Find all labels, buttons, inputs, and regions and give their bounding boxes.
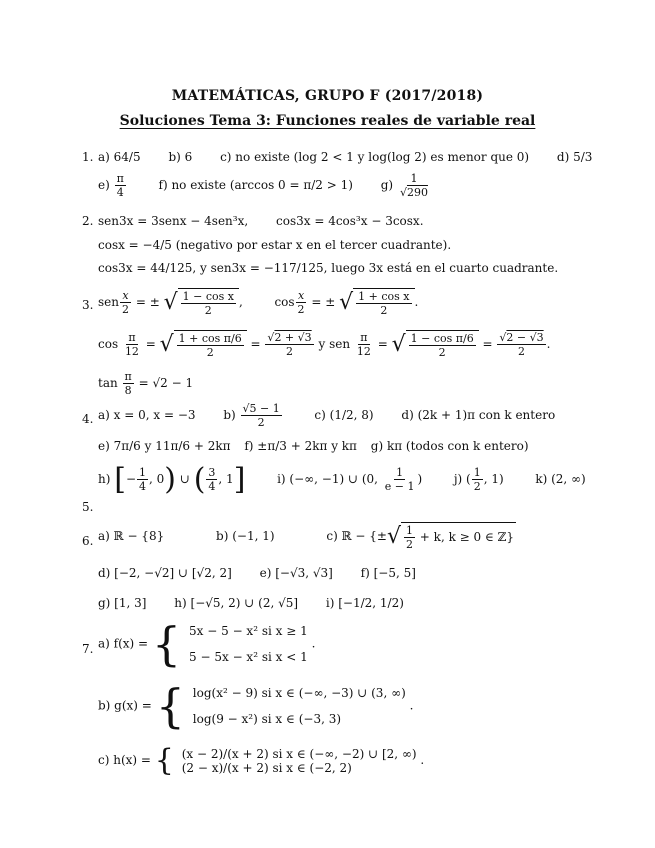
q2-line-3: cos3x = 44/125, y sen3x = −117/125, luego 3x está en el cuarto cuadrante. (98, 261, 559, 275)
q1-line-1: a) 64/5 b) 6 c) no existe (log 2 < 1 y log(log 2) es menor que 0) d) 5/3 (98, 150, 593, 164)
page-title: MATEMÁTICAS, GRUPO F (2017/2018) (171, 88, 484, 104)
q2-line-2: cosx = −4/5 (negativo por estar x en el tercer cuadrante). (98, 238, 452, 252)
item-number-5: 5. (82, 500, 94, 514)
square-root: √ $\frac{\text{1 − cos x}}{2}$ (164, 288, 239, 317)
q7-c: c) h(x) = { (x − 2)/(x + 2) si x ∈ (−∞, −2) ∪ [2, ∞) (2 − x)/(x + 2) si x ∈ (−2, 2) . (98, 743, 425, 778)
item-number-7: 7. (82, 642, 94, 656)
q6-line-1: a) ℝ − {8} b) (−1, 1) c) ℝ − {±√ $\frac{1}{2}$ + k, k ≥ 0 ∈ ℤ} (98, 524, 515, 551)
q6-line-2: d) [−2, −√2] ∪ [√2, 2] e) [−√3, √3] f) [−5, 5] (98, 566, 416, 580)
item-number-3: 3. (82, 298, 94, 312)
q6-line-3: g) [1, 3] h) [−√5, 2) ∪ (2, √5] i) [−1/2, 1/2) (98, 596, 404, 610)
fraction: $\frac{\pi}{4}$ (116, 172, 124, 199)
q7-b: b) g(x) = { log(x² − 9) si x ∈ (−∞, −3) ∪ (3, ∞) log(9 − x²) si x ∈ (−3, 3) . (98, 679, 414, 733)
item-number-6: 6. (82, 534, 94, 548)
q1-line-2: e) $\frac{\pi}{4}$ f) no existe (arccos 0 = π/2 > 1) g) $\frac{1}{√290}$ (98, 172, 428, 199)
item-number-4: 4. (82, 412, 94, 426)
item-number-1: 1. (82, 150, 94, 164)
item-number-2: 2. (82, 214, 94, 228)
square-root: √ $\frac{\text{1 + cos x}}{2}$ (339, 288, 414, 317)
q3-line-3: tan $\frac{\pi}{8}$ = √2 − 1 (98, 370, 194, 397)
q2-line-1: sen3x = 3senx − 4sen³x, cos3x = 4cos³x − 3cosx. (98, 214, 424, 228)
q3-line-1: sen $\frac{x}{2}$ = ± √ $\frac{\text{1 − cos x}}{2}$ , cos $\frac{x}{2}$ = ± √ $\frac{\text{1 + cos x}}{2}$ . (98, 289, 419, 317)
q7-a: a) f(x) = { 5x − 5 − x² si x ≥ 1 5 − 5x − x² si x < 1 . (98, 617, 316, 671)
page-subtitle: Soluciones Tema 3: Funciones reales de variable real (119, 113, 536, 129)
fraction: $\frac{1}{√290}$ (399, 172, 428, 199)
q4-line-2: e) 7π/6 y 11π/6 + 2kπ f) ±π/3 + 2kπ y kπ g) kπ (todos con k entero) (98, 439, 529, 453)
q4-line-3: h) [− $\frac{1}{4}$ , 0) ∪ ( $\frac{3}{4}$ , 1] i) (−∞, −1) ∪ (0, $\frac{1}{e - 1}$ ) j) ( $\frac{1}{2}$ , 1) k) (2, ∞) (98, 462, 586, 497)
q3-line-2: cos $\frac{\pi}{12}$ = √ $\frac{\text{1 + cos π/6}}{2}$ = $\frac{√2 + √3}{2}$ y sen $\frac{\pi}{12}$ = √ $\frac{\text{1 − cos π/6}}{2}$ = $\frac{√2 - √3}{2}$ . (98, 331, 551, 359)
q4-line-1: a) x = 0, x = −3 b) $\frac{√5 - 1}{2}$ c) (1/2, 8) d) (2k + 1)π con k entero (98, 402, 556, 429)
